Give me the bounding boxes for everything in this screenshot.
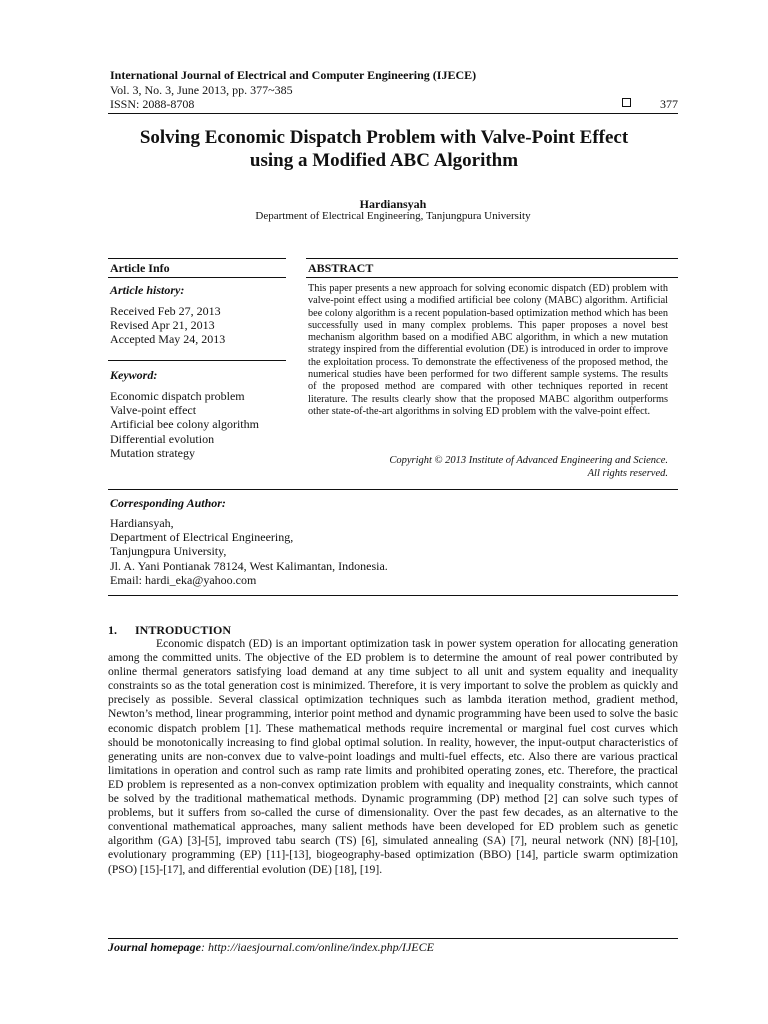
introduction-text: Economic dispatch (ED) is an important optimization task in power system operation for allocating generation among the committed units. The objective of the ED problem is to determine the amount of real power contributed by online thermal generators satisfying load demand at any time subject to all unit and system equality and inequality constraints so as the total generation cost is minimized. Therefore, it is very important to solve the problem as quickly and precisely as possible. Several classical optimization techniques such as lambda iteration method, gradient method, Newton’s method, linear programming, interior point method and dynamic programming have been used to solve the basic economic dispatch problem [1]. These mathematical methods require incremental or marginal fuel cost curves which should be monotonically increasing to find global optimal solution. In reality, however, the input-output characteristics of generating units are non-convex due to valve-point loadings and multi-fuel effects, etc. Also there are various practical limitations in operation and control such as ramp rate limits and prohibited operating zones, etc. Therefore, the practical ED problem is represented as a non-convex optimization problem with equality and inequality constraints, which cannot be solved by the traditional mathematical methods. Dynamic programming (DP) method [2] can solve such types of problems, but it suffers from so-called the curse of dimensionality. Over the past few decades, as an alternative to the conventional mathematical approaches, many salient methods have been developed for ED problem such as genetic algorithm (GA) [3]-[5], improved tabu search (TS) [6], simulated annealing (SA) [7], neural network (NN) [8]-[10], evolutionary programming (EP) [11]-[13], biogeography-based optimization (BBO) [14], particle swarm optimization (PSO) [15]-[17], and differential evolution (DE) [18], [19]. — [108, 637, 678, 876]
corresponding-email: Email: hardi_eka@yahoo.com — [110, 572, 257, 587]
keyword-item: Economic dispatch problem — [110, 389, 245, 403]
journal-issn: ISSN: 2088-8708 — [110, 97, 195, 111]
author-name: Hardiansyah — [359, 197, 427, 211]
article-info-rule — [108, 277, 286, 278]
paper-title — [90, 126, 678, 172]
page-number: 377 — [660, 97, 678, 111]
introduction-heading: 1. INTRODUCTION — [108, 623, 232, 637]
corresponding-line: Jl. A. Yani Pontianak 78124, West Kalimantan, Indonesia. — [110, 558, 388, 573]
copyright-line-1: Copyright © 2013 Institute of Advanced Engineering and Science. — [389, 455, 668, 466]
title-line-1: Solving Economic Dispatch Problem with Valve-Point Effect — [139, 127, 629, 148]
corresponding-line: Tanjungpura University, — [110, 544, 227, 559]
footer-divider — [108, 938, 678, 939]
article-info-top-rule — [108, 258, 286, 259]
journal-name: International Journal of Electrical and Computer Engineering (IJECE) — [110, 68, 477, 82]
article-history-label: Article history: — [110, 283, 185, 297]
keyword-item: Differential evolution — [110, 431, 215, 446]
title-line-2: using a Modified ABC Algorithm — [249, 150, 519, 171]
corresponding-author-label: Corresponding Author: — [110, 496, 226, 510]
author-affiliation: Department of Electrical Engineering, Tanjungpura University — [255, 210, 531, 222]
header-divider — [108, 113, 678, 114]
journal-volume: Vol. 3, No. 3, June 2013, pp. 377~385 — [110, 83, 293, 97]
abstract-rule — [306, 277, 678, 278]
keyword-rule — [108, 360, 286, 361]
corresponding-line: Hardiansyah, — [110, 516, 174, 530]
history-received: Received Feb 27, 2013 — [110, 304, 221, 318]
corresponding-bottom-rule — [108, 595, 678, 596]
article-info-heading: Article Info — [110, 261, 170, 275]
history-revised: Revised Apr 21, 2013 — [110, 318, 215, 333]
corresponding-rule — [108, 489, 678, 490]
article-history — [110, 304, 225, 347]
keyword-item: Artificial bee colony algorithm — [110, 417, 259, 432]
journal-homepage — [108, 940, 434, 955]
corresponding-author-details — [110, 516, 388, 587]
abstract-heading: ABSTRACT — [308, 261, 374, 275]
square-icon — [622, 98, 631, 107]
copyright-line-2: All rights reserved. — [587, 467, 668, 479]
corresponding-line: Department of Electrical Engineering, — [110, 530, 294, 545]
copyright-notice — [308, 455, 668, 480]
homepage-link[interactable]: : http://iaesjournal.com/online/index.php/IJECE — [201, 940, 434, 954]
keyword-label: Keyword: — [110, 368, 158, 382]
keyword-item: Valve-point effect — [110, 403, 197, 418]
keyword-list — [110, 389, 259, 460]
abstract-text: This paper presents a new approach for solving economic dispatch (ED) problem with valve-point effect using a modified artificial bee colony (MABC) algorithm. Artificial bee colony algorithm is a recent population-based optimization method which has been successfully used in many complex problems. This paper proposes a novel best mechanism algorithm based on a modified ABC algorithm, in which a new mutation strategy inspired from the differential evolution (DE) is introduced in order to improve the exploitation process. To demonstrate the effectiveness of the proposed method, the numerical studies have been performed for two different sample systems. The results of the proposed method are compared with other techniques reported in recent literature. The results clearly show that the proposed MABC algorithm outperforms other state-of-the-art algorithms in solving ED problem with the valve-point effect. — [308, 283, 668, 417]
history-accepted: Accepted May 24, 2013 — [110, 332, 226, 347]
keyword-item: Mutation strategy — [110, 445, 195, 460]
homepage-label: Journal homepage — [108, 940, 202, 954]
abstract-top-rule — [306, 258, 678, 259]
